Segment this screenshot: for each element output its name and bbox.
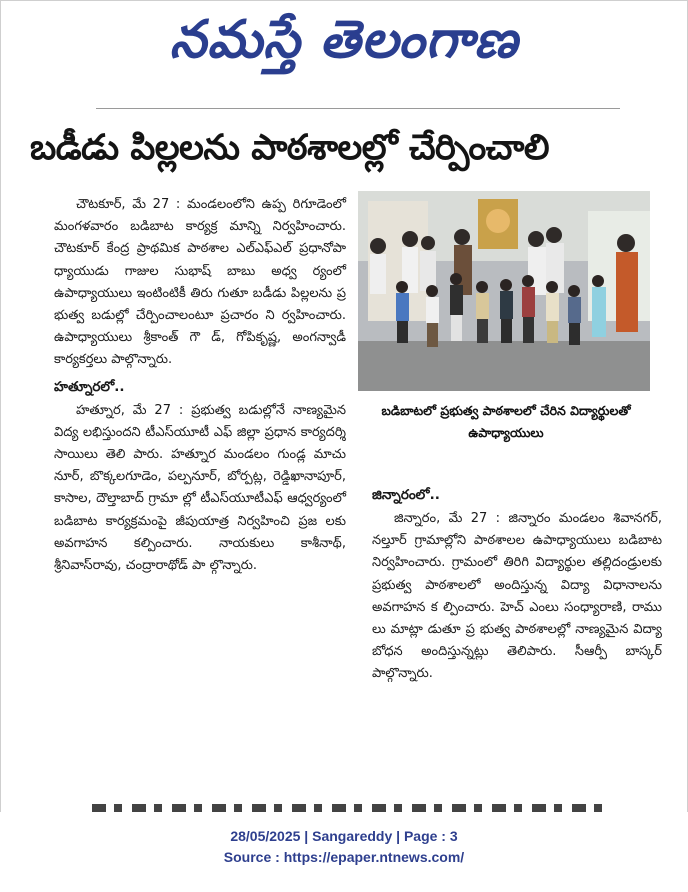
photo-illustration: [358, 191, 650, 391]
page-footer: [0, 826, 688, 868]
news-photo: [358, 191, 650, 391]
jinnaram-paragraph: జిన్నారం, మే 27 : జిన్నారం మండలం శివానగర్, నల్తూర్ గ్రామాల్లోని పాఠశాలల ఉపాధ్యాయులు బడిబాట నిర్వహించారు. గ్రామంలో తిరిగి విద్యార్థుల తల్లిదండ్రులకు ప్రభుత్వ పాఠశాలలో అందిస్తున్న విద్యా విధానాలను అవగాహన క ల్పించారు. హెచ్ ఎంలు సంధ్యారాణి, రాము లు మాట్లా డుతూ ప్ర భుత్వ పాఠశాలల్లో నాణ్యమైన విద్యా బోధన అందిస్తున్నట్లు తెలిపారు. సీఆర్పీ బాస్కర్ పాల్గొన్నారు.: [372, 511, 662, 682]
article-headline: బడీడు పిల్లలను పాఠశాలల్లో చేర్పించాలి: [30, 128, 549, 168]
newspaper-masthead: నమస్తే తెలంగాణ: [169, 10, 519, 70]
section-heading-hatnura: హత్నూరలో..: [54, 378, 125, 395]
section-heading-jinnaram: జిన్నారంలో..: [372, 487, 440, 503]
lead-paragraph: చౌటకూర్, మే 27 : మండలంలోని ఉప్ప రిగూడెంలో మంగళవారం బడిబాట కార్యక్ర మాన్ని నిర్వహించారు. చౌటకూర్ కేంద్ర ప్రాథమిక పాఠశాల ఎల్ఎఫ్ఎల్ ప్రధానోపా ధ్యాయుడు గాజుల సుభాష్ బాబు అధ్వ ర్యంలో ఉపాధ్యాయులు ఇంటింటికీ తిరు గుతూ బడీడు పిల్లలను ప్ర భుత్వ బడుల్లో చేర్పించాలంటూ ప్రచారం ని ర్వహించారు. ఉపాధ్యాయులు శ్రీకాంత్ గౌ డ్, గోపికృష్ణ, అంగన్వాడీ కార్యకర్తలు పాల్గొన్నారు.: [54, 197, 346, 368]
left-column: [54, 194, 346, 577]
divider-line: [96, 108, 620, 109]
footer-date-edition: 28/05/2025 | Sangareddy | Page : 3: [230, 828, 458, 844]
right-column: [372, 480, 662, 686]
footer-source: Source : https://epaper.ntnews.com/: [223, 849, 465, 865]
photo-caption: బడిబాటలో ప్రభుత్వ పాఠశాలలో చేరిన విద్యార్థులతో ఉపాధ్యాయులు: [381, 403, 631, 440]
hatnura-paragraph: హత్నూర, మే 27 : ప్రభుత్వ బడుల్లోనే నాణ్యమైన విద్య లభిస్తుందని టీఎస్‌యూటీ ఎఫ్ జిల్లా ప్రధాన కార్యదర్శి సాయిలు తెలి పారు. హత్నూర మండలం గుండ్ల మాచు నూర్, బొక్కలగూడెం, పల్పనూర్, బోర్పట్ల, రెడ్డిఖానాపూర్, కాసాల, దౌల్తాబాద్ గ్రామా ల్లో టీఎస్‌యూటీఎఫ్ ఆధ్వర్యంలో బడిబాట కార్యక్రమంపై జీపుయాత్ర నిర్వహించి ప్రజ లకు అవగాహన కల్పించారు. నాయకులు కాశీనాథ్, శ్రీనివాస్‌రావు, చంద్రారాథోడ్ పా ల్గొన్నారు.: [54, 402, 346, 574]
